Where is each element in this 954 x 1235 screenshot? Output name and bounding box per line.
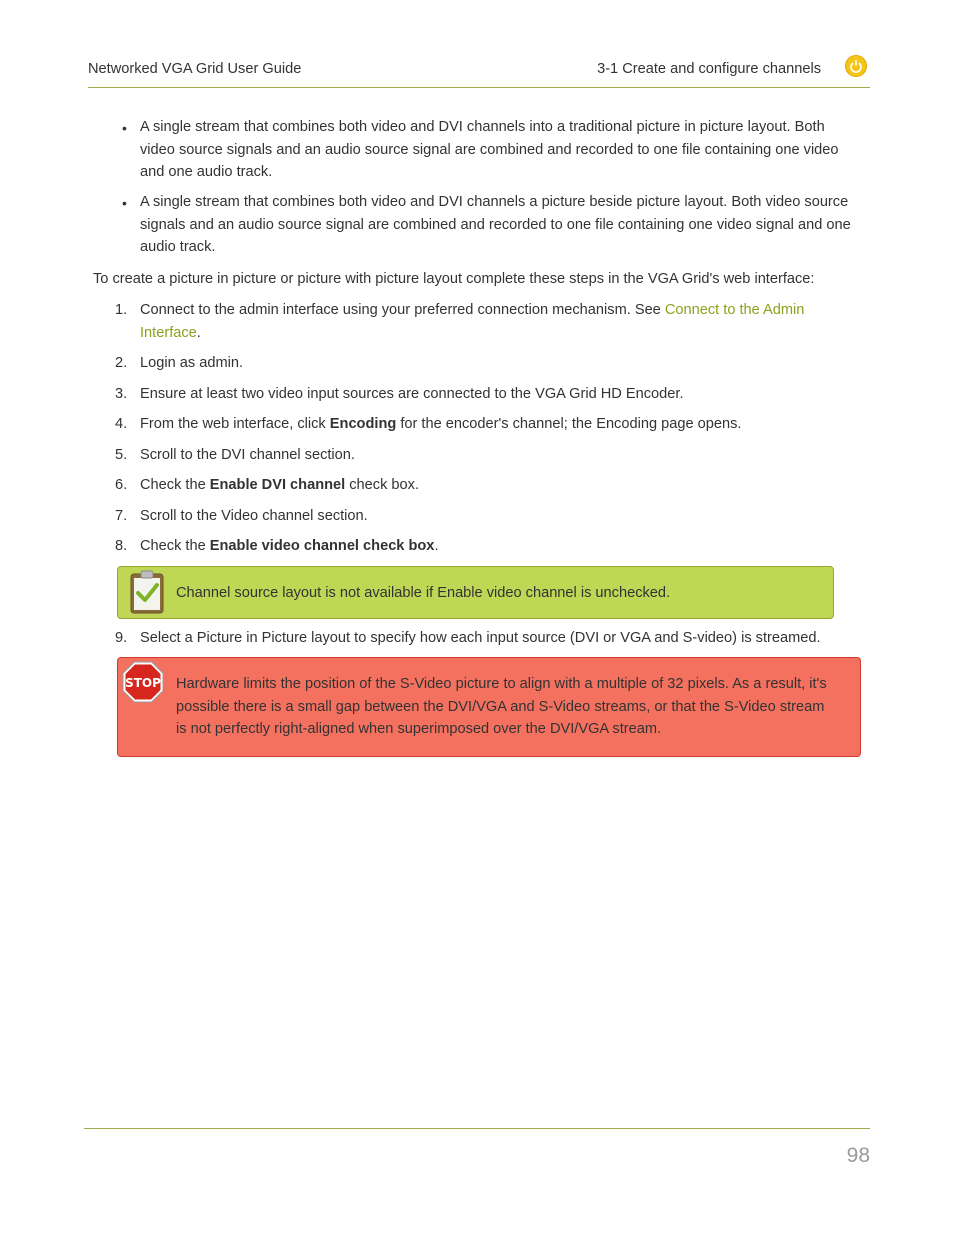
step-2: 2. Login as admin. [115,355,244,371]
chapter-title: 3-1 Create and configure channels [597,61,821,77]
footer-rule [84,1128,870,1129]
clipboard-check-icon [129,569,165,615]
step-9: 9. Select a Picture in Picture layout to specify how each input source (DVI or VGA and S-video) is streamed. [115,629,821,646]
page-content [93,116,863,757]
note-text: Channel source layout is not available if Enable video channel is unchecked. [176,584,671,601]
note-callout [117,566,834,619]
step-5: 5. Scroll to the DVI channel section. [115,446,355,463]
layout-options-list [93,116,863,259]
steps-list-continued [93,627,863,650]
page-header [88,55,870,88]
step-8: 8. Check the Enable video channel check box. [115,538,439,554]
step-6: 6. Check the Enable DVI channel check box. [115,477,420,493]
power-logo-icon [845,55,867,77]
warning-text: Hardware limits the position of the S-Video picture to align with a multiple of 32 pixels. As a result, it's possible there is a small gap between the DVI/VGA and S-Video streams, or that the S-Video stream is not perfectly right-aligned when superimposed over the DVI/VGA stream. [176,676,827,737]
step-4: 4. From the web interface, click Encoding for the encoder's channel; the Encoding page opens. [115,416,742,432]
connect-admin-link[interactable]: Connect to the Admin Interface [140,302,805,341]
intro-paragraph: To create a picture in picture or picture with picture layout complete these steps in the VGA Grid's web interface: [93,270,815,287]
step-1: 1. Connect to the admin interface using your preferred connection mechanism. See Connect to the Admin Interface. [115,302,805,341]
guide-title: Networked VGA Grid User Guide [88,61,302,77]
list-item: • A single stream that combines both video and DVI channels into a traditional picture in picture layout. Both video source signals and an audio source signal are combined and recorded to one file containing one video and one audio track. [93,116,863,184]
warning-callout [117,657,861,757]
step-7: 7. Scroll to the Video channel section. [115,507,368,524]
page-number: 98 [846,1144,870,1167]
stop-sign-icon [122,661,164,703]
list-item: • A single stream that combines both video and DVI channels a picture beside picture layout. Both video source signals and an audio source signal are combined and recorded to one file containing one video signal and one audio track. [93,191,863,259]
stop-sign-label: STOP [125,676,161,690]
steps-list [93,299,863,558]
step-3: 3. Ensure at least two video input sources are connected to the VGA Grid HD Encoder. [115,385,684,402]
